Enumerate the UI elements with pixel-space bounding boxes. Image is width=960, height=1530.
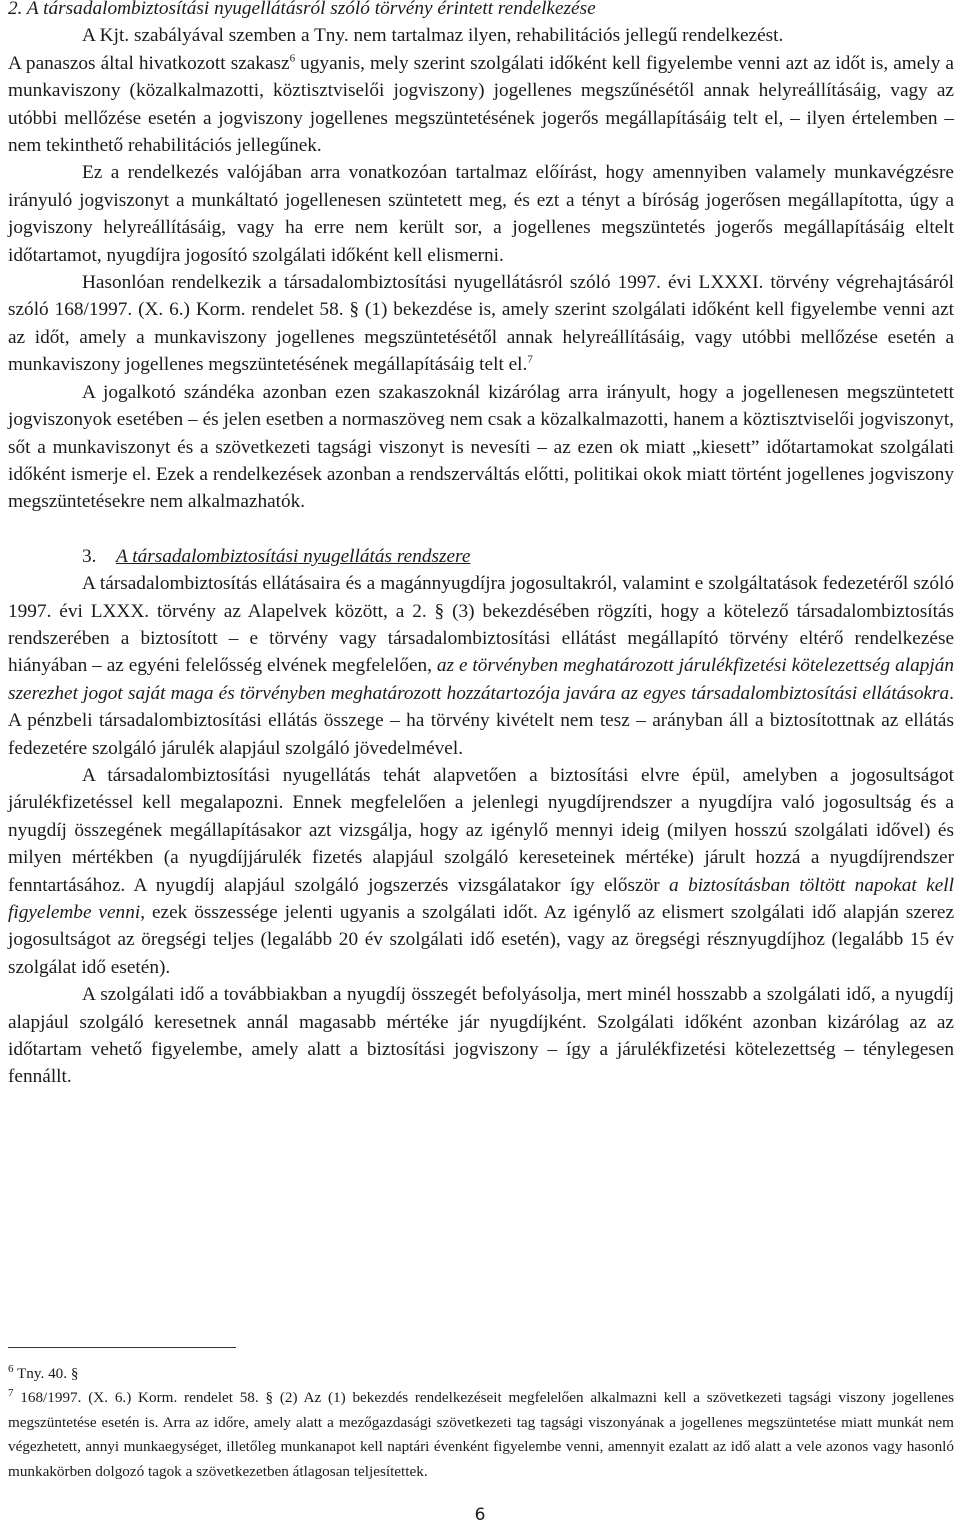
- paragraph-text: A társadalombiztosítási nyugellátás tehát alapvetően a biztosítási elvre épül, amelyben a jogosultságot járulékfizetéssel kell megalapozni. Ennek megfelelően a jelenlegi nyugdíjrendszer a nyugdíjra való jogosultság és a nyugdíj összegének megállapításakor azt vizsgálja, hogy az igénylő mennyi ideig (milyen hosszú szolgálati idővel) és milyen mértékben (a nyugdíjjárulék fizetés alapjául szolgáló kereseteinek mértéke) járult hozzá a nyugdíjrendszer fenntartásához. A nyugdíj alapjául szolgáló jogszerzés vizsgálatakor így először: [8, 764, 954, 896]
- section-2-intro: [8, 22, 954, 49]
- paragraph-text: A jogalkotó szándéka azonban ezen szakaszoknál kizárólag arra irányult, hogy a jogellenesen megszüntetett jogviszonyok esetében – és jelen esetben a normaszöveg nem csak a közalkalmazotti, hanem a köztisztviselői jogviszonyt, sőt a munkaviszonyt és a szövetkezeti tagsági viszonyt is nevesíti – az ezen ok miatt „kiesett” időtartamokat szolgálati időként ismerje el. Ezek a rendelkezések azonban a rendszerváltás előtti, politikai okok miatt történt jogellenes jogviszony megszüntetésekre nem alkalmazhatók.: [8, 381, 954, 513]
- page-number: 6: [474, 1505, 486, 1525]
- footnote-text: Tny. 40. §: [13, 1365, 79, 1382]
- paragraph-text: , ezek összessége jelenti ugyanis a szolgálati időt. Az igénylő az elismert szolgálati idő alapján szerez jogosultságot az öregségi teljes (legalább 20 év szolgálati idő esetén), vagy az öregségi résznyugdíjhoz (legalább 15 év szolgálat idő esetén).: [8, 902, 955, 978]
- paragraph: [8, 269, 954, 379]
- footnote-6: [8, 1362, 954, 1387]
- section-2-intro-text: A Kjt. szabályával szemben a Tny. nem tartalmaz ilyen, rehabilitációs jellegű rendelkezést.: [82, 25, 784, 47]
- paragraph-text: . A pénzbeli társadalombiztosítási ellátás összege – ha törvény kivételt nem tesz – arányban áll a biztosítottnak az ellátás fedezetére szolgáló járulék alapjául szolgáló jövedelmével.: [8, 682, 954, 759]
- section-number: 3.: [82, 545, 97, 567]
- paragraph-text: A szolgálati idő a továbbiakban a nyugdíj összegét befolyásolja, mert minél hosszabb a szolgálati idő, a nyugdíj alapjául szolgáló keresetnek annál magasabb mértéke jár nyugdíjként. Szolgálati időként azonban kizárólag az az időtartam vehető figyelembe, amely alatt a biztosítási jogviszony – így a járulékfizetési kötelezettség – ténylegesen fennállt.: [8, 984, 954, 1088]
- paragraph-text: ugyanis, mely szerint szolgálati időként kell figyelembe venni azt az időt is, amely a munkaviszony (közalkalmazotti, köztisztviselői jogviszony) jogellenes megszűnésétől annak helyreállításáig, vagy az utóbbi mellőzése esetén a jogviszony jogellenes megszüntetésének jogerős megállapításáig telt el, – ilyen értelemben – nem tekinthető rehabilitációs jellegűnek.: [8, 52, 954, 157]
- paragraph: [8, 981, 954, 1091]
- paragraph-text: A társadalombiztosítás ellátásaira és a magánnyugdíjra jogosultakról, valamint e szolgáltatások fedezetéről szóló 1997. évi LXXX. törvény az Alapelvek között, a 2. § (3) bekezdésében rögzíti, hogy a kötelező társadalombiztosítás rendszerében a biztosított – e törvény vagy társadalombiztosítási ellátást megállapító törvény eltérő rendelkezése hiányában – az egyéni felelősség elvének megfelelően,: [8, 573, 954, 677]
- emphasized-text: a biztosításban töltött napokat kell figyelembe venni: [8, 874, 955, 923]
- paragraph-text: Hasonlóan rendelkezik a társadalombiztosítási nyugellátásról szóló 1997. évi LXXXI. törvény végrehajtásáról szóló 168/1997. (X. 6.) Korm. rendelet 58. § (1) bekezdése is, amely szerint szolgálati időként kell figyelembe venni azt az időt, amely a munkaviszony jogellenes megszüntetésétől annak helyreállításáig, vagy utóbbi mellőzése esetén a munkaviszony jogellenes megszüntetésének megállapításáig telt el.: [8, 272, 954, 376]
- footnote-number: 7: [8, 1386, 14, 1399]
- footnote-text: 168/1997. (X. 6.) Korm. rendelet 58. § (2) Az (1) bekezdés rendelkezéseit megfelelően alkalmazni kell a szövetkezeti tagsági viszony jogellenes megszüntetése esetén is. Arra az időre, amely alatt a mezőgazdasági szövetkezeti tag tagsági viszonyának a jogellenes megszüntetése miatt munkát nem végezhetett, annyi munkaegységet, illetőleg munkanapot kell naptári évenként figyelembe venni, amennyit ezalatt az idő alatt a vele azonos vagy hasonló munkakörben dolgozó tagok a szövetkezetben átlagosan teljesítettek.: [8, 1389, 954, 1480]
- paragraph: [8, 379, 954, 516]
- footnote-7: [8, 1386, 954, 1484]
- paragraph: [8, 159, 954, 269]
- emphasized-text: az e törvényben meghatározott járulékfizetési kötelezettség alapján szerezhet jogot saját maga és törvényben meghatározott hozzátartozója javára az egyes társadalombiztosítási ellátásokra: [8, 655, 954, 704]
- footnote-ref-7[interactable]: 7: [527, 353, 533, 366]
- section-title: A társadalombiztosítási nyugellátás rendszere: [116, 545, 471, 567]
- section-3-heading: [8, 543, 954, 570]
- footnote-ref-6[interactable]: 6: [289, 52, 296, 65]
- spacer: [8, 516, 954, 543]
- paragraph-text: Ez a rendelkezés valójában arra vonatkozóan tartalmaz előírást, hogy amennyiben valamely munkavégzésre irányuló jogviszonyt a munkáltató jogellenesen szüntetett meg, és ezt a tényt a bíróság jogerősen megállapította, úgy a jogviszony helyreállításáig, vagy ha erre nem került sor, a jogellenes megszüntetés jogerős megállapításáig eltelt időtartamot, nyugdíjra jogosító szolgálati időként kell elismerni.: [8, 162, 954, 266]
- paragraph-text: A panaszos által hivatkozott szakasz: [8, 52, 290, 74]
- footnote-number: 6: [8, 1362, 14, 1375]
- section-2-heading-text: 2. A társadalombiztosítási nyugellátásról szóló törvény érintett rendelkezése: [8, 0, 596, 19]
- section-2-heading: [8, 0, 954, 22]
- document-page: [8, 0, 954, 1091]
- paragraph: [8, 762, 954, 981]
- paragraph: [8, 570, 954, 762]
- paragraph: [8, 50, 954, 160]
- footnote-divider: [8, 1347, 236, 1348]
